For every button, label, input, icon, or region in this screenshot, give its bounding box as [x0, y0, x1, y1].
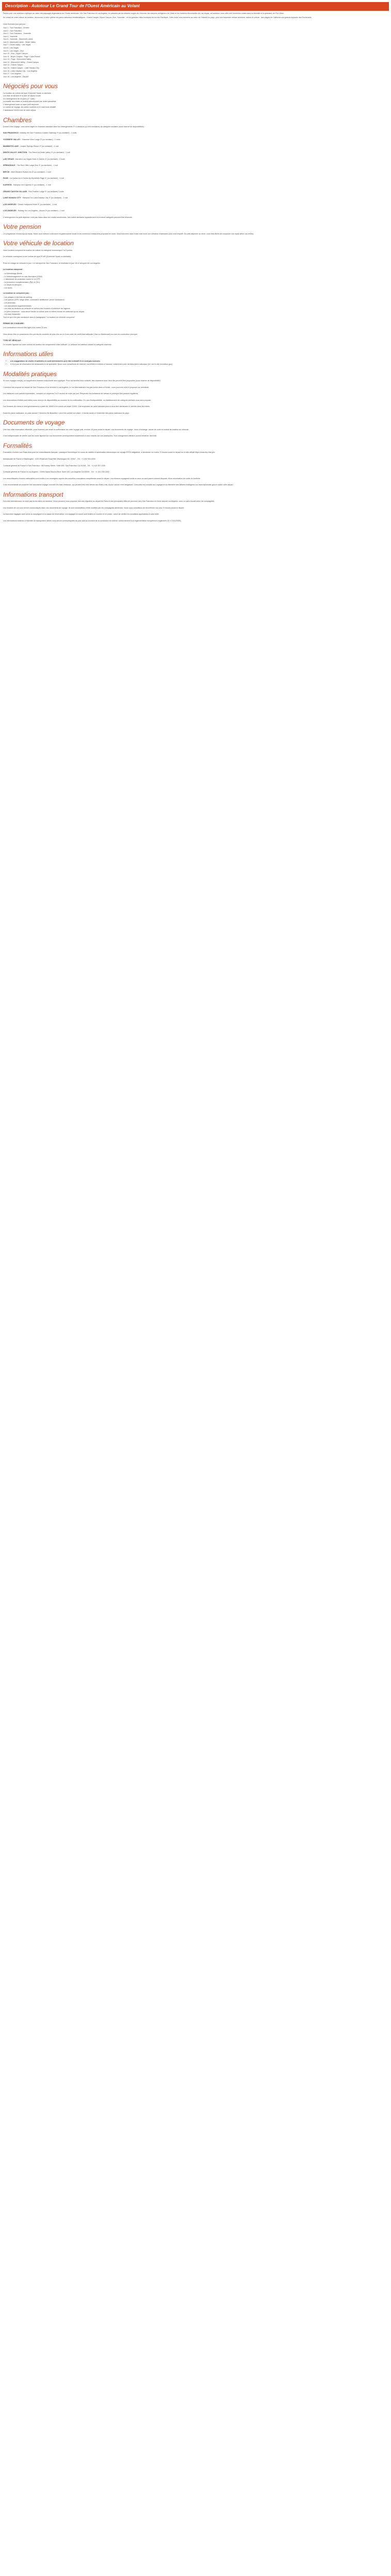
vehicule-text: Votre location comprend la location de voiture en catégorie économique 2 à 4 portes. — [3, 249, 73, 251]
excludes-item: - Les frais de livraison du véhicule en dehors des horaires d'ouverture de l'agence — [3, 308, 71, 310]
itinerary-day: Jour 1 - San Francisco - Arrivée — [3, 27, 29, 29]
hotel-item — [3, 197, 388, 200]
hotel-text: : Hampton Inn Lake Havasu City 3* (ou similaire) - 1 nuit — [21, 197, 68, 199]
hotel-item — [3, 171, 388, 174]
itinerary-day: Jour 15 - Grand Canyon - Lake Havasu City — [3, 66, 39, 69]
hotel-item — [3, 210, 388, 213]
formalites-address: Ambassade de France à Washington : 4101 Reservoir Road NW, Washington DC 20007 - Tél : +1 202 944 6000 — [3, 457, 95, 460]
hotel-text: : Juniper Springs Resort 3* (ou similaire) - 1 nuit — [18, 145, 59, 147]
hotel-item — [3, 151, 388, 155]
negocies-item: L'assistance 24h/24 lors de votre séjour. — [3, 109, 37, 111]
section-title-chambres: Chambres — [3, 116, 32, 124]
hotel-text: : Yosemite View Lodge 3* (ou similaire) - 2 nuits — [20, 139, 60, 141]
negocies-item: Le carnet de voyage, les cartes routières et le road book détaillé. — [3, 106, 57, 109]
itinerary-day: Jour 9 - Las Vegas - Zion — [3, 49, 24, 52]
itinerary-day: Jour 12 - Page - Monument Valley — [3, 58, 31, 61]
hotel-city: BRYCE — [3, 171, 10, 173]
itinerary-day: Jour 16 - Lake Havasu City - Los Angeles — [3, 70, 38, 72]
itinerary-day: Jour 11 - Bryce Canyon - Page / Lake Powell — [3, 55, 40, 58]
section-title-negocies: Négociés pour vous — [3, 82, 58, 90]
vehicule-text: Le véhicule correspond à une voiture de type ECAR (Chevrolet Spark ou similaire). — [3, 256, 72, 258]
hotel-item — [3, 204, 388, 207]
modalites-paragraph: Les distances sont parfois importantes ; comptez en moyenne 3 à 5 heures de route par jour. Respectez les limitations de vitesse et prévoyez des pauses régulières. — [3, 393, 139, 395]
formalites-text: Il est recommandé de souscrire une assurance voyage couvrant les frais médicaux, qui peuvent être très élevés aux États-Unis. Aucun vaccin n'est obligatoire. Consultez les conseils aux voyageurs du Ministère des Affaires étrangères sur www.diplomatie.gouv.fr avant votre départ. — [3, 484, 234, 486]
excludes-item: - Le plein d'essence : vous devez rendre la voiture avec le même niveau de carburant qu'au départ. — [3, 310, 85, 313]
hotel-item — [3, 145, 388, 148]
intro-paragraph-2: Au volant de votre voiture de location, découvrez à votre rythme les parcs nationaux emblématiques : Grand Canyon, Bryce Canyon, Zion, Yosemite... et les grandes villes iconiques de la côte Pacifique. Cette route vous emmène au cœur de l'histoire du pays, pour une traversée mêlant aventure, nature et culture : des plages de Californie aux grands espaces des Rocheuses. — [3, 16, 312, 19]
vehicule-text: Prise en charge du véhicule le jour 1 à l'aéroport de San Francisco, et restitution le jour 18 à l'aéroport de Los Angeles. — [3, 262, 101, 264]
excludes-item: - Les péages et les frais de parking — [3, 296, 32, 298]
hotel-text: : La Quinta Inn & Suites by Wyndham Page 3* (ou similaire) - 1 nuit — [8, 177, 64, 180]
itinerary-title: Votre itinéraire jour par jour : — [3, 23, 27, 25]
hotel-item — [3, 139, 388, 142]
permit-text: Les conducteurs doivent être âgés d'au moins 25 ans. — [3, 326, 47, 329]
includes-list — [3, 273, 388, 290]
hotel-city: LAKE HAVASU CITY — [3, 197, 21, 199]
page-banner: Description - Autotour Le Grand Tour de l'Ouest Américain au Volant — [2, 2, 389, 11]
transport-text: La franchise bagages varie selon la compagnie et la classe de réservation. Les bagages en soute sont limités en nombre et en poids ; merci de vérifier les conditions applicables à votre billet. — [3, 513, 159, 516]
type-text: Le modèle figurant sur votre contrat de location est uniquement à titre indicatif. Le véhicule est attribué suivant la catégorie réservée. — [3, 343, 112, 346]
itinerary-day: Jour 7 - Death Valley - Las Vegas — [3, 44, 31, 46]
hotel-city: YOSEMITE VALLEY — [3, 139, 21, 141]
documents-text: Il est indispensable de vérifier que les noms figurant sur vos documents correspondent exactement à ceux inscrits sur vos passeports. Tout changement ultérieur pourra entraîner des frais. — [3, 435, 157, 437]
infos-list — [10, 360, 388, 366]
itinerary-day: Jour 3 - San Francisco - Yosemite — [3, 32, 31, 35]
itinerary-day: Jour 8 - Las Vegas — [3, 47, 19, 49]
includes-item: - Les taxes — [3, 286, 12, 289]
modalites-paragraph: Les réservations d'hôtels sont faites sous réserve de disponibilités au moment de la confirmation. En cas d'indisponibilité, un établissement de catégorie similaire vous sera proposé. — [3, 399, 152, 401]
excludes-list — [3, 296, 388, 316]
hotel-city: MAMMOTH LAKE — [3, 145, 19, 147]
itinerary-day: Jour 4 - Yosemite — [3, 35, 18, 38]
description-content — [0, 12, 391, 529]
section-title-formalites: Formalités — [3, 442, 32, 449]
itinerary-day: Jour 18 - Los Angeles - Départ — [3, 75, 28, 78]
negocies-item: La location de voiture de type Chevrolet Spark ou similaire. — [3, 92, 52, 94]
includes-item: - Le kilométrage illimité — [3, 272, 22, 275]
itinerary-day: Jour 2 - San Francisco — [3, 29, 22, 32]
includes-item: - Le dédommagement en cas d'accident (CDW) — [3, 275, 42, 278]
negocies-item: La totalité des hôtels et motels sélectionnés par notre spécialiste. — [3, 100, 57, 103]
hotel-text: : Best Western Ruby's Inn 3* (ou similaire) - 1 nuit — [9, 171, 51, 173]
hotel-text: : The Red Cliffs Lodge Zion 3* (ou similaire) - 1 nuit — [15, 164, 58, 167]
modalites-paragraph: Si vous voyagez seul(e), un supplément chambre individuelle sera appliqué. Pour les familles avec enfants, des chambres avec deux lits peuvent être proposées (sous réserve de disponibilité). — [3, 380, 161, 382]
itinerary-day: Jour 6 - Mammoth Lakes - Death Valley — [3, 41, 36, 43]
section-title-vehicule: Votre véhicule de location — [3, 240, 74, 247]
section-title-documents: Documents de voyage — [3, 419, 65, 427]
hotel-text: : Red Feather Lodge 3* (ou similaire) 2 nuits — [27, 190, 64, 193]
section-title-infos: Informations utiles — [3, 350, 54, 358]
documents-text: Une fois votre réservation effectuée, vous recevrez par email la confirmation de votre voyage puis, environ 15 jours avant le départ, vos documents de voyage : bons d'échange, carnet de route et contrat de location du véhicule. — [3, 428, 189, 431]
negocies-list — [3, 92, 388, 112]
hotel-item — [3, 184, 388, 187]
excludes-note: Tout ce qui n'est pas mentionné dans le paragraphe "La location du véhicule comprend" — [3, 316, 75, 318]
itinerary-day: Jour 5 - Yosemite - Mammoth Lakes — [3, 38, 33, 41]
transport-text: Les horaires de vol vous seront communiqués dans vos documents de voyage. Ils sont susceptibles d'être modifiés par les compagnies aériennes. Nous vous conseillons de reconfirmer vos vols 72 heures avant le départ. — [3, 506, 184, 509]
hotel-text: : Holiday Inn San Francisco Golden Gateway 3* (ou similaire) - 2 nuits — [18, 132, 77, 134]
excludes-item: - Les frais d'abandon — [3, 313, 21, 316]
itinerary-list — [3, 27, 388, 78]
chambres-intro: Durant votre voyage, vous serez logés en chambre standard dans les hébergements 3* ci-dessous (ou très similaires) de catégorie similaire (sous réserve de disponibilités) : — [3, 125, 145, 128]
hotel-item — [3, 164, 388, 167]
hotel-item — [3, 132, 388, 135]
section-title-transport: Informations transport — [3, 490, 63, 498]
excludes-item: - Les assurances supplémentaires — [3, 304, 31, 307]
hotel-city: PAGE — [3, 177, 8, 180]
hotel-list — [3, 132, 388, 212]
negocies-item: Un hébergement de 18 jours (17 nuits). — [3, 97, 36, 100]
hotel-text: : Ocean Hollywood Hotel 3* (ou similaire) - 1 nuit — [16, 203, 57, 206]
hotel-text: : Holiday Inn Los Angeles - Airport 3* (ou similaire) - 1 nuit — [16, 210, 64, 212]
itinerary-day: Jour 17 - Los Angeles — [3, 73, 21, 75]
formalites-address: Consulat général de France à San Francisco : 88 Kearny Street, Suite 600, San Francisco CA 94108 - Tél : +1 415 397 4330 — [3, 464, 106, 467]
modalites-paragraph: L'autotour est proposé au départ de San Francisco et se termine à Los Angeles. Le vol international n'est pas inclus dans ce forfait ; nous pouvons vous le proposer sur demande. — [3, 386, 150, 388]
formalites-address: Consulat général de France à Los Angeles : 10390 Santa Monica Blvd, Suite 410, Los Angeles CA 90025 - Tél : +1 310 235 3200 — [3, 471, 109, 473]
hotel-city: KAYENTA — [3, 183, 12, 186]
excludes-item: - Les options (GPS, siège bébé, conducteur additionnel, jeune conducteur) — [3, 299, 64, 301]
infos-item: • Il n'y a pas de réservation de restaurants ni de spectacle. Nous vous conseillons de réserver vos billets et entrées à l'avance, notamment pour certains parcs nationaux (ex. sur le site recreation.gov). — [10, 363, 388, 366]
permit-title: PERMIS DE CONDUIRE : — [3, 323, 25, 325]
excludes-title: La location ne comprend pas : — [3, 292, 30, 295]
chambres-note: L'hébergement du petit déjeuner n'est pas inclus dans les motels mentionnés. Des hôtels similaires appartiennent à la même catégorie peuvent être réservés. — [3, 216, 133, 218]
hotel-text: : Hampton Inn Kayenta 3* (ou similaire) - 1 nuit — [11, 183, 51, 186]
excludes-item: - Les amendes — [3, 302, 15, 304]
hotel-item — [3, 158, 388, 161]
includes-item: - Le dépôt en aéroport — [3, 284, 22, 286]
hotel-item — [3, 177, 388, 180]
formalites-text: Formalités d'entrée aux États-Unis pour les ressortissants français : passeport biométrique en cours de validité et autorisation électronique de voyage ESTA obligatoire, à demander au moins 72 heures avant le départ sur le site officiel https://esta.cbp.dhs.gov. — [3, 451, 215, 454]
transport-text: Les informations relatives à l'identité du transporteur aérien vous seront communiquées au plus tard au moment de la conclusion du contrat, conformément à la réglementation européenne (règlement CE n°2111/2005). — [3, 519, 182, 522]
type-title: TYPE DE VÉHICULE : — [3, 340, 22, 342]
section-title-modalites: Modalités pratiques — [3, 370, 57, 378]
intro-paragraph-1: Partez pour une aventure mythique au cœur des paysages légendaires de l'Ouest américain ! De San Francisco à Los Angeles, en passant par les déserts rouges de l'Arizona, les canyons vertigineux de l'Utah et les lumières étincelantes de Las Vegas, cet autotour vous offre une immersion totale dans la diversité et la grandeur de l'Far West. — [3, 12, 284, 15]
section-title-pension: Votre pension — [3, 223, 41, 231]
hotel-city: GRAND CANYON VILLAGE — [3, 190, 27, 193]
hotel-city: LOS ANGELES — [3, 210, 17, 212]
transport-text: Les vols internationaux ne sont pas inclus dans cet autotour. Nous pouvons vous proposer des vols réguliers au départ de Paris et des principales villes de province vers San Francisco et retour depuis Los Angeles, avec ou sans escale selon les compagnies. — [3, 500, 215, 503]
itinerary-day: Jour 14 - Grand Canyon — [3, 64, 23, 66]
permit-text: Vous devez être en possession d'un permis de conduire de plus d'un an et d'une carte de crédit internationale (Visa ou Mastercard) au nom du conducteur principal. — [3, 333, 138, 335]
hotel-city: LAS VEGAS — [3, 158, 14, 160]
includes-item: - La protection complémentaire (PAI) et (SLI) — [3, 281, 40, 283]
modalites-paragraph: Dans les parcs nationaux, un pass annuel « America the Beautiful » peut être acheté sur place ; il donne accès à l'ensemble des parcs nationaux du pays. — [3, 412, 130, 414]
itinerary-day: Jour 10 - Zion - Bryce Canyon — [3, 53, 28, 55]
itinerary-day: Jour 13 - Monument Valley - Grand Canyon — [3, 61, 39, 63]
pension-text: Ce programme n'inclut aucun repas. Nous vous invitons à découvrir la gastronomie locale et les nombreux restaurants proposés en route. Vous trouverez dans notre road book une sélection d'adresses pour vous inspirer. Du petit déjeuner au dîner, vous êtes libres de composer vos repas selon vos envies. — [3, 232, 254, 235]
hotel-city: SAN FRANCISCO — [3, 132, 19, 134]
hotel-text: : The Ranch at Death Valley 3* (ou similaire) - 1 nuit — [27, 151, 70, 154]
infos-item: • Les suggestions de visites et activités ne sont mentionnées qu'à titre indicatif et ne sont pas incluses. — [10, 360, 388, 363]
negocies-item: L'hébergement avec ou sans petit-déjeuner. — [3, 103, 39, 106]
hotel-text: : Harrah's Las Vegas Hotel & Casino 3* (ou similaire) - 2 nuits — [13, 158, 65, 160]
negocies-item: Les frais de service et la taxe de séjour locale. — [3, 95, 41, 97]
includes-title: La location comprend : — [3, 268, 24, 271]
includes-item: - L'assurance de protection contre le vol (TP) — [3, 278, 40, 281]
hotel-item — [3, 191, 388, 194]
modalites-paragraph: Les horaires de check-in sont généralement à partir de 15h00 et le check-out avant 11h00. Une empreinte de carte bancaire pourra vous être demandée à l'arrivée dans les hôtels. — [3, 405, 150, 408]
hotel-city: LOS ANGELES — [3, 203, 17, 206]
hotel-city: DEATH VALLEY JUNCTION — [3, 151, 27, 154]
hotel-city: SPRINGDALE — [3, 164, 15, 167]
formalites-text: Les ressortissants d'autres nationalités sont invités à se renseigner auprès des autorités consulaires compétentes avant le départ. Les mineurs voyageant seuls ou avec un seul parent doivent disposer d'une autorisation de sortie du territoire. — [3, 477, 201, 480]
